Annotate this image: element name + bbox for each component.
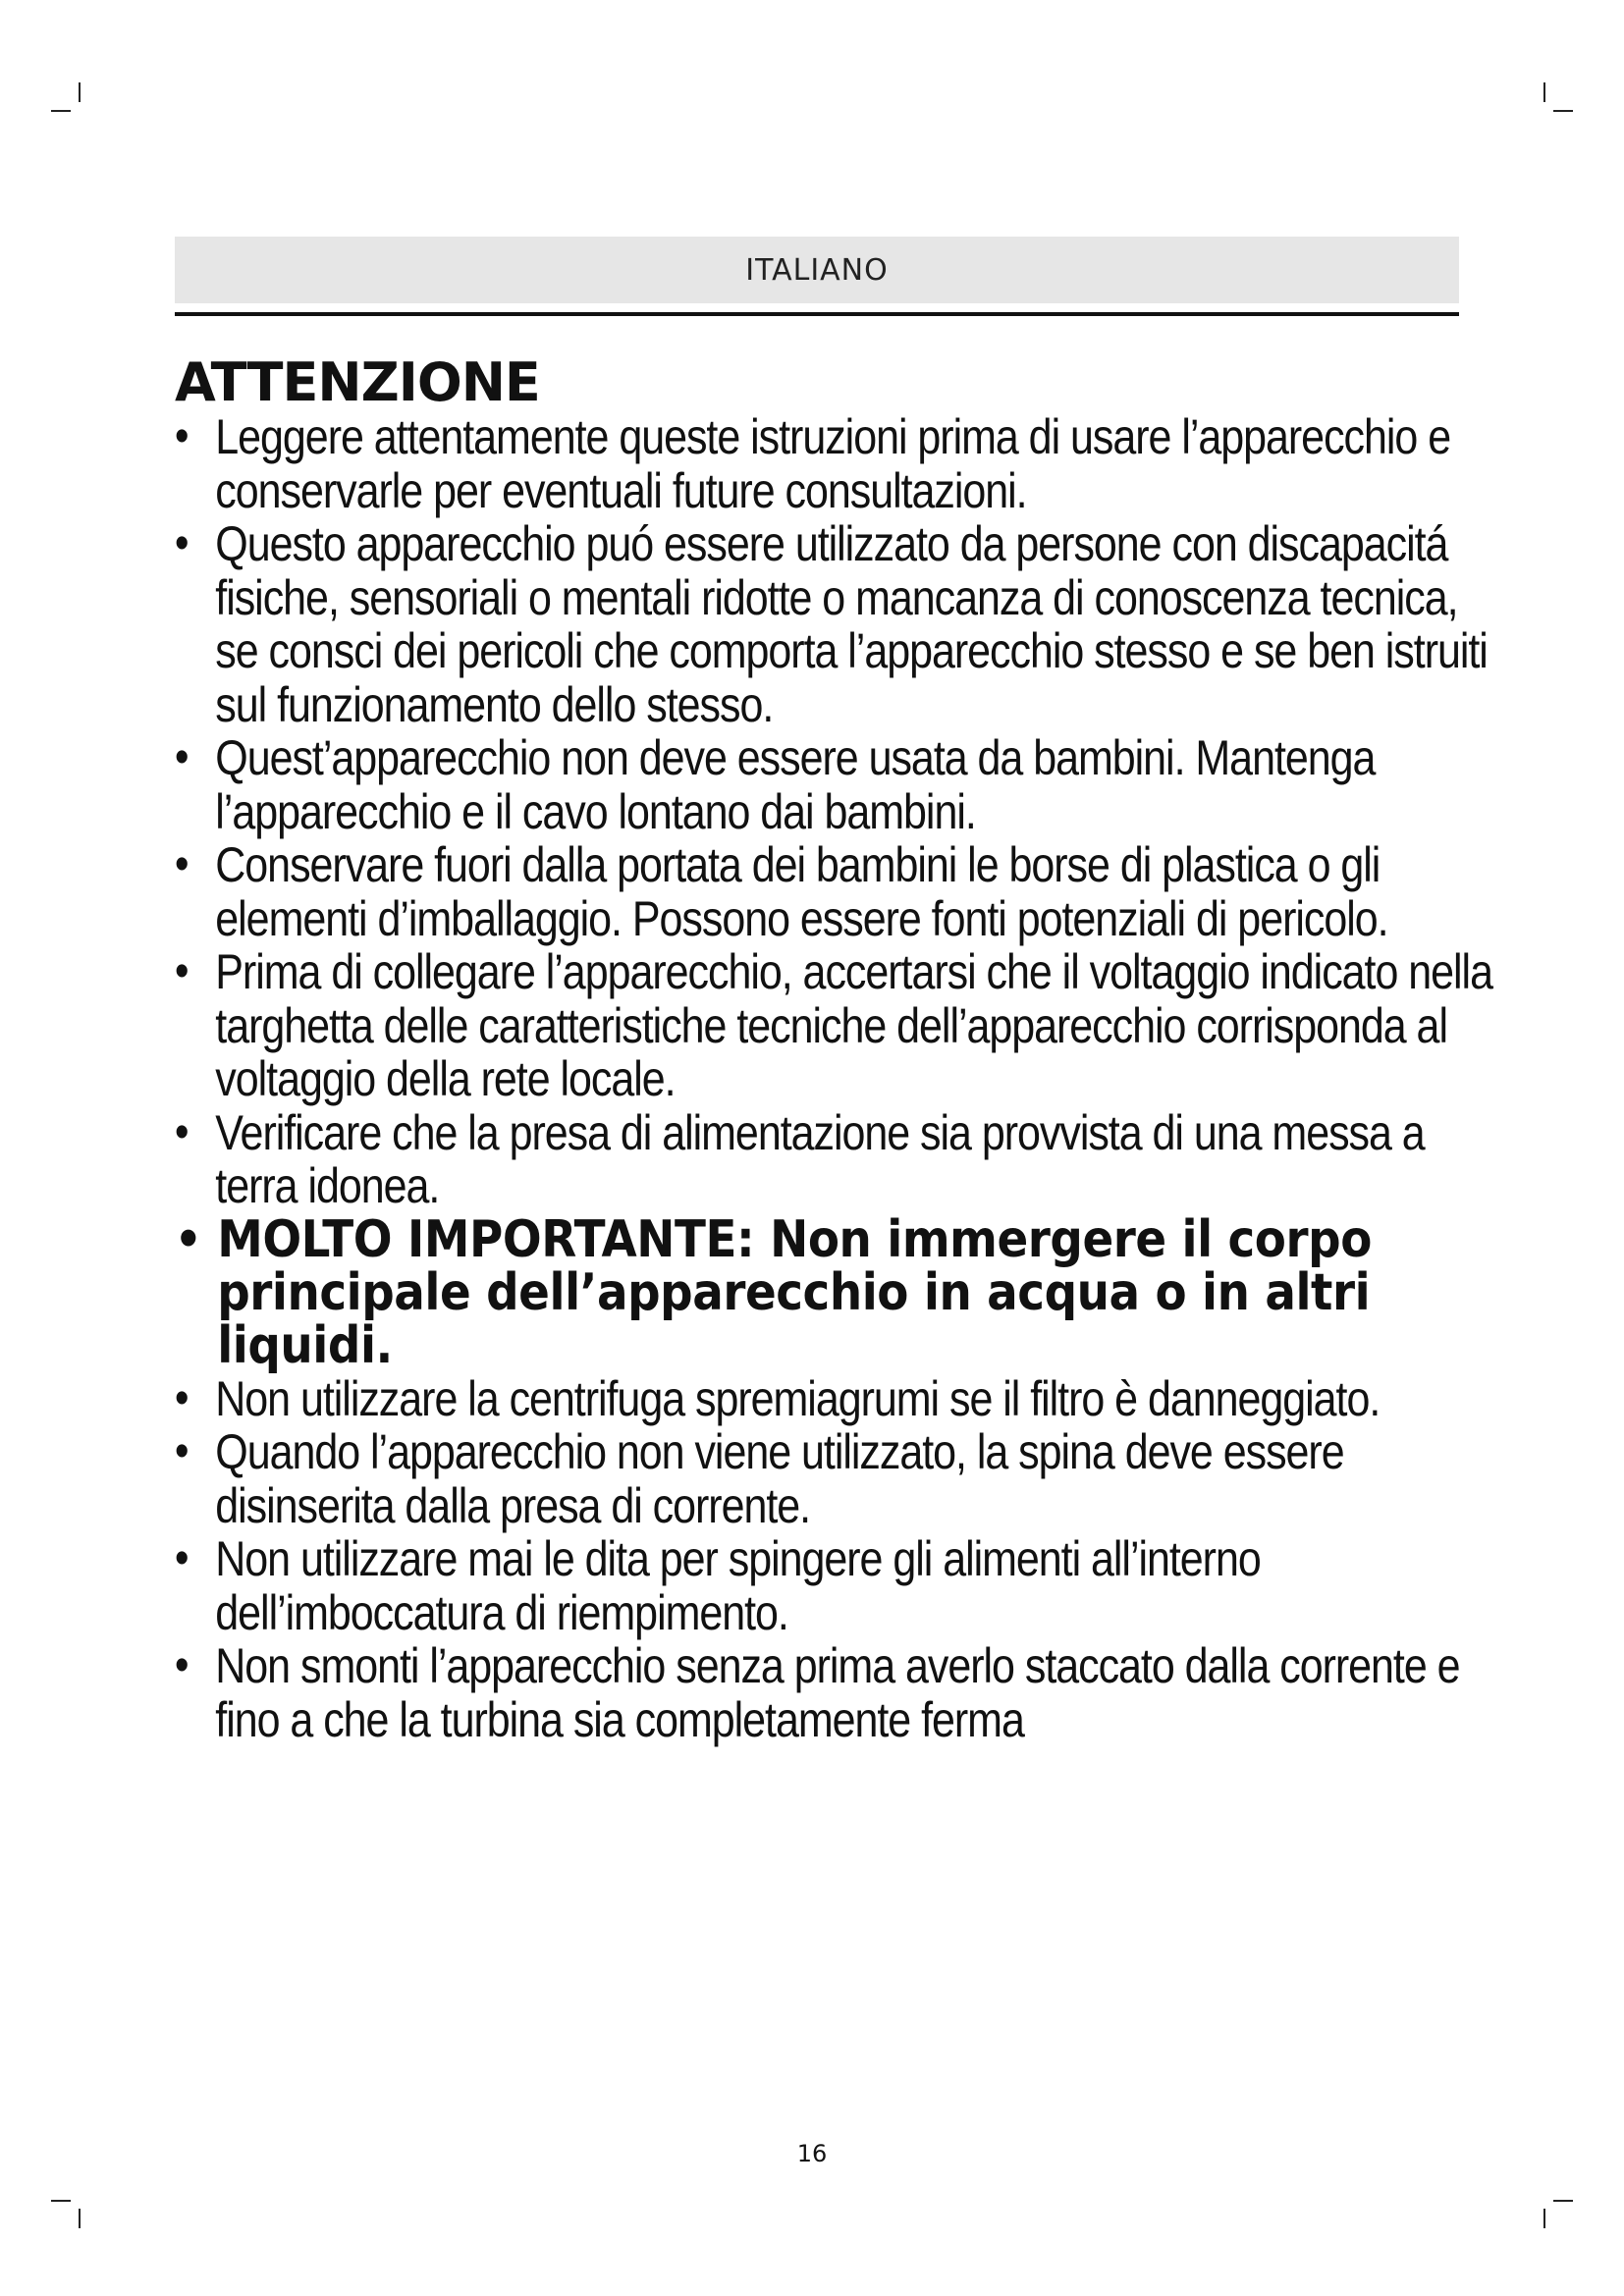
section-title: ATTENZIONE	[175, 351, 540, 413]
crop-mark-top-left-h	[51, 110, 71, 112]
list-item	[175, 1425, 1508, 1532]
crop-mark-bottom-left-v	[79, 2209, 81, 2228]
bullet-icon: •	[175, 838, 189, 890]
bullet-icon: •	[175, 1639, 189, 1691]
list-item	[175, 410, 1508, 517]
crop-mark-top-right-h	[1553, 110, 1573, 112]
bullet-icon: •	[175, 1211, 202, 1267]
crop-mark-bottom-right-h	[1553, 2200, 1573, 2202]
warning-list	[175, 409, 1492, 1747]
bullet-icon: •	[175, 945, 189, 997]
warning-text: Non utilizzare mai le dita per spingere gli alimenti all’interno dell’imboccatura di riempimento.	[215, 1531, 1261, 1640]
list-item	[175, 517, 1508, 731]
bullet-icon: •	[175, 410, 189, 462]
list-item	[175, 945, 1508, 1106]
warning-text: Questo apparecchio puó essere utilizzato da persone con discapacitá fisiche, sensoriali o mentali ridotte o mancanza di conoscenza tecnica, se consci dei pericoli che comporta l’apparecchio stesso e se ben istruiti sul funzionamento dello stesso.	[215, 516, 1488, 732]
warning-text: MOLTO IMPORTANTE: Non immergere il corpo principale dell’apparecchio in acqua o in altri liquidi.	[217, 1209, 1372, 1375]
list-item	[175, 1639, 1508, 1746]
language-header	[175, 237, 1459, 303]
bullet-icon: •	[175, 1425, 189, 1477]
bullet-icon: •	[175, 1371, 189, 1424]
warning-text: Non utilizzare la centrifuga spremiagrumi se il filtro è danneggiato.	[215, 1370, 1380, 1426]
page-number: 16	[796, 2140, 828, 2167]
list-item	[175, 838, 1508, 945]
bullet-icon: •	[175, 731, 189, 783]
warning-text: Conservare fuori dalla portata dei bambini le borse di plastica o gli elementi d’imballaggio. Possono essere fonti potenziali di pericolo.	[215, 837, 1388, 946]
list-item	[175, 731, 1508, 838]
crop-mark-top-right-v	[1543, 82, 1545, 102]
list-item-important	[175, 1209, 1512, 1375]
list-item	[175, 1106, 1508, 1213]
warning-text: Verificare che la presa di alimentazione sia provvista di una messa a terra idonea.	[215, 1104, 1425, 1213]
warning-text: Quando l’apparecchio non viene utilizzato, la spina deve essere disinserita dalla presa di corrente.	[215, 1424, 1344, 1533]
list-item	[175, 1372, 1508, 1426]
crop-mark-bottom-left-h	[51, 2200, 71, 2202]
bullet-icon: •	[175, 1105, 189, 1158]
warning-text: Quest’apparecchio non deve essere usata da bambini. Mantenga l’apparecchio e il cavo lontano dai bambini.	[215, 730, 1376, 839]
header-divider	[175, 312, 1459, 316]
bullet-icon: •	[175, 1532, 189, 1584]
crop-mark-bottom-right-v	[1543, 2209, 1545, 2228]
bullet-icon: •	[175, 517, 189, 569]
warning-text: Prima di collegare l’apparecchio, accertarsi che il voltaggio indicato nella targhetta delle caratteristiche tecniche dell’apparecchio corrisponda al voltaggio della rete locale.	[215, 944, 1492, 1106]
warning-text: Non smonti l’apparecchio senza prima averlo staccato dalla corrente e fino a che la turbina sia completamente ferma	[215, 1638, 1460, 1747]
crop-mark-top-left-v	[79, 82, 81, 102]
list-item	[175, 1532, 1508, 1639]
warning-text: Leggere attentamente queste istruzioni prima di usare l’apparecchio e conservarle per eventuali future consultazioni.	[215, 409, 1451, 518]
language-label: ITALIANO	[745, 252, 889, 288]
